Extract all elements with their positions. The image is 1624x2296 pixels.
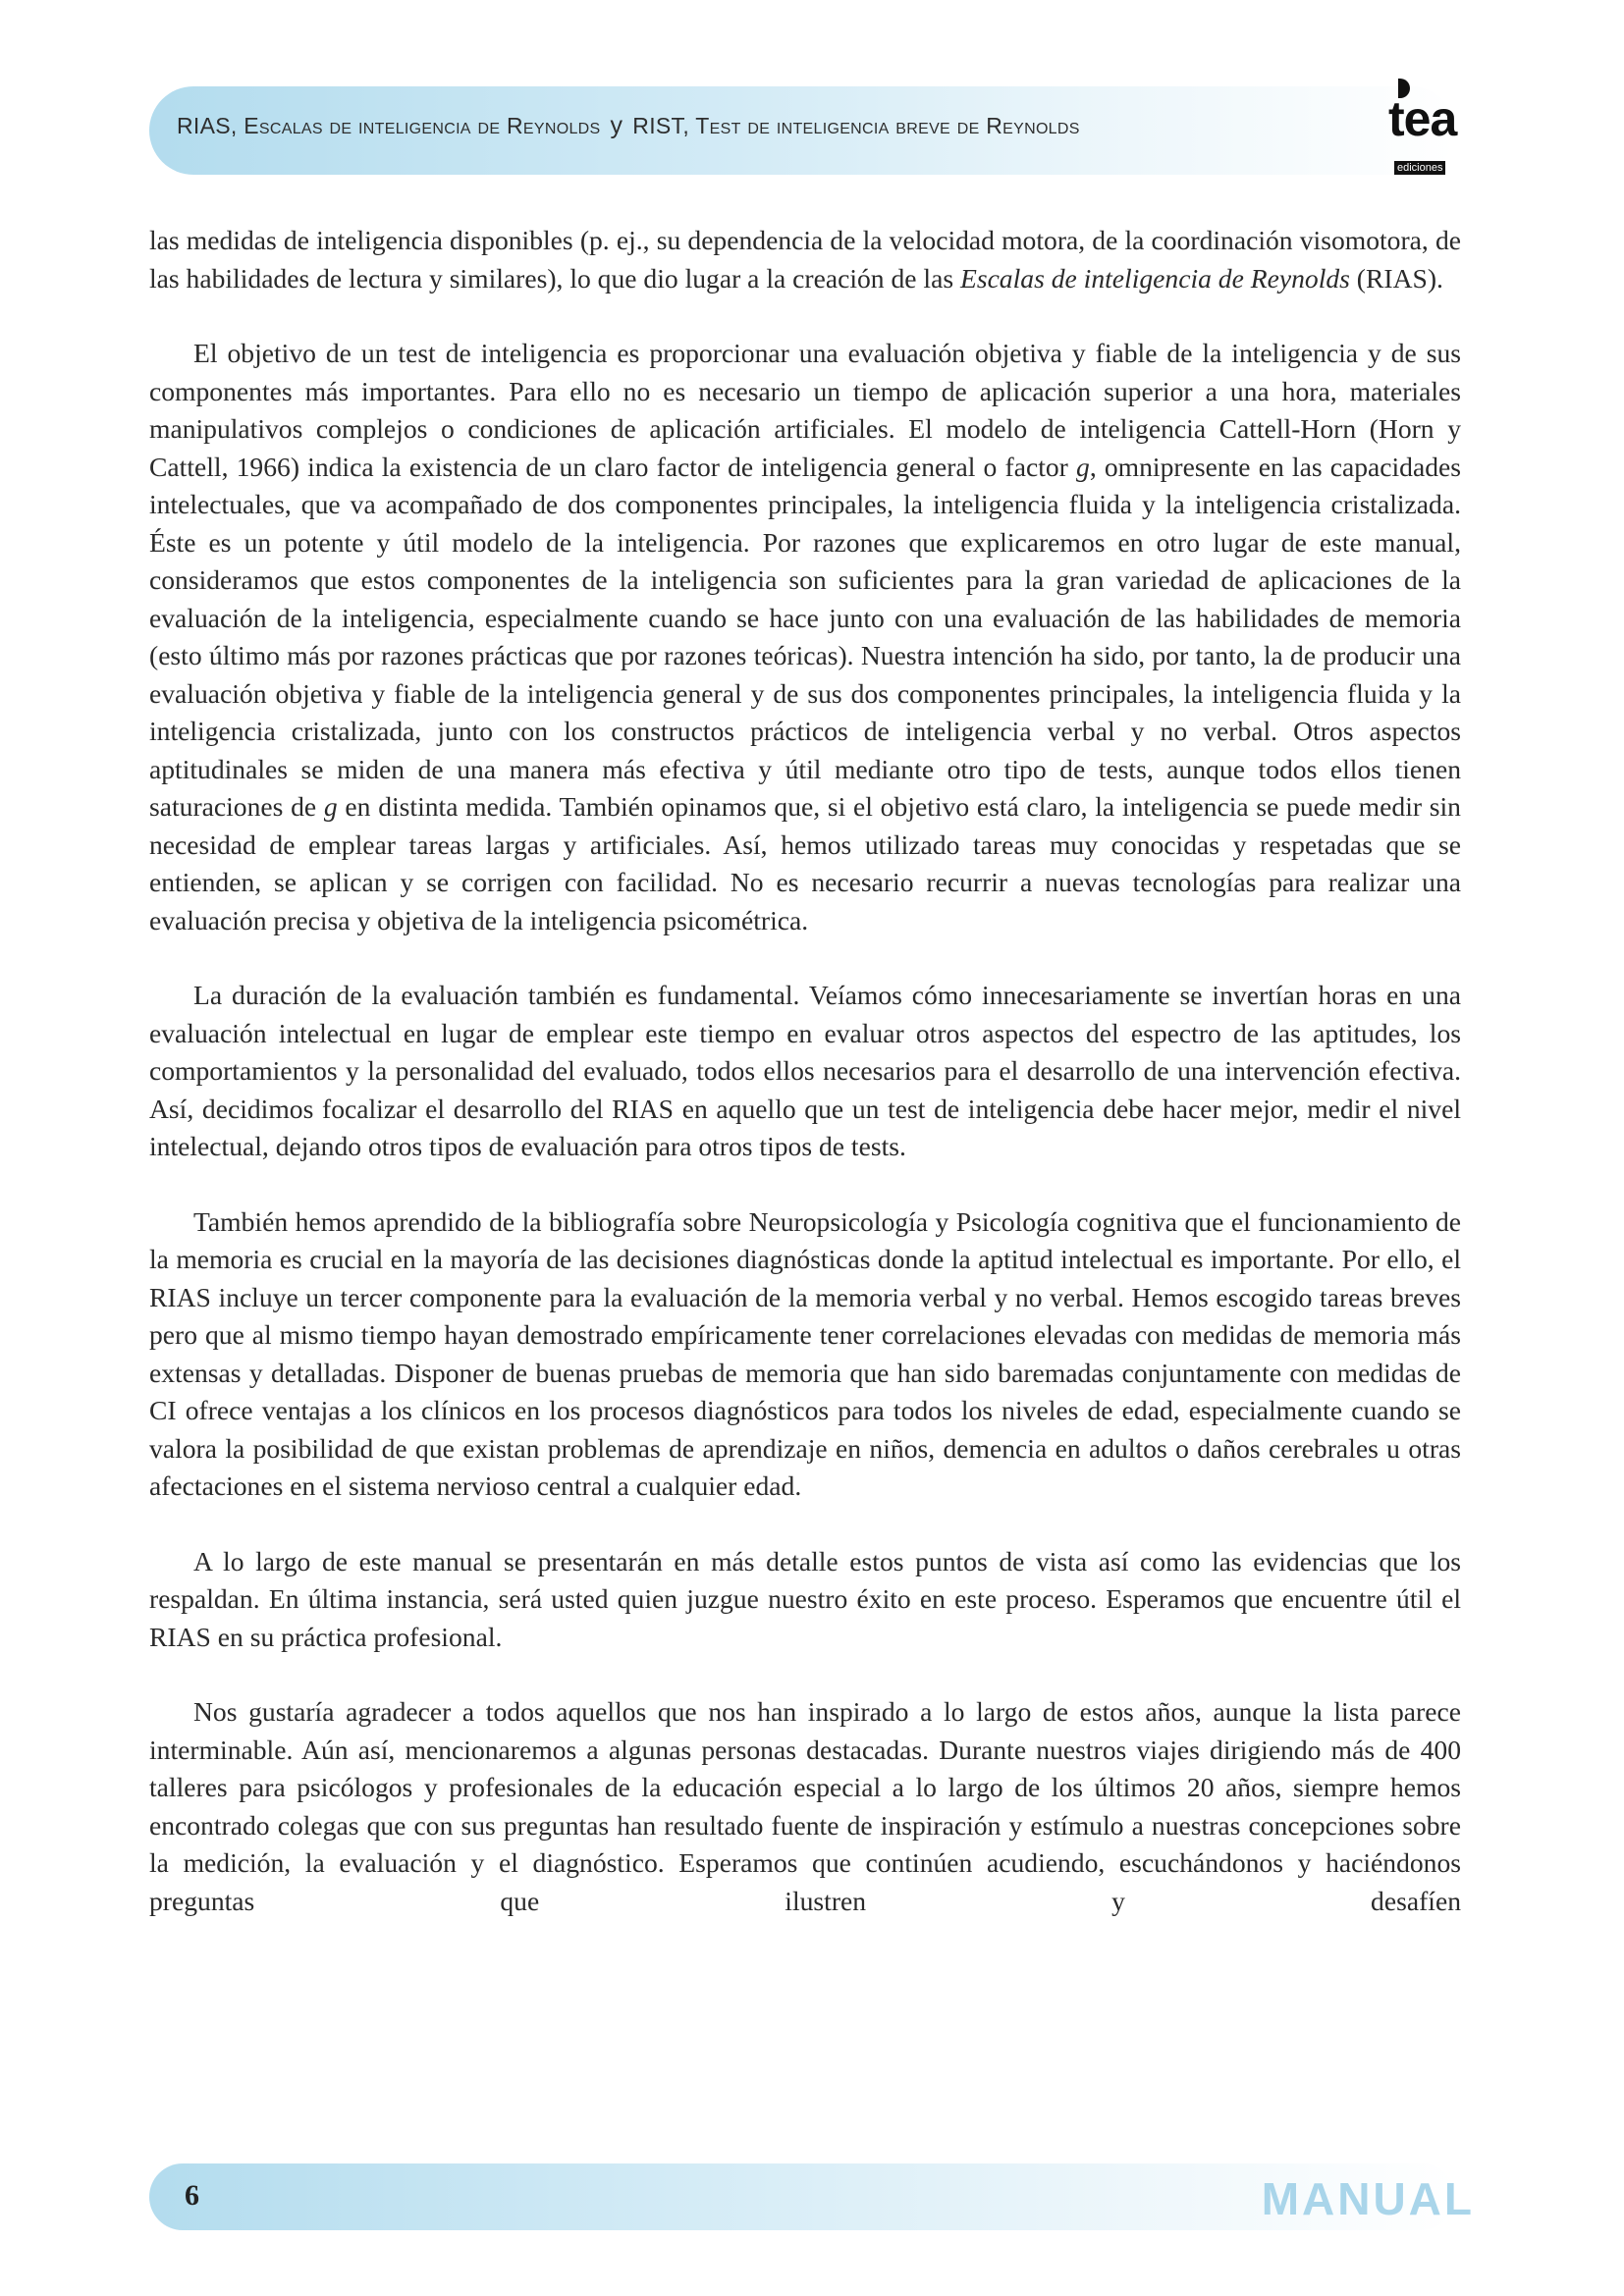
header-title-connector: y [610, 112, 623, 139]
paragraph-3: La duración de la evaluación también es fundamental. Veíamos cómo innecesariamente se invertían horas en una evaluación intelectual en lugar de emplear este tiempo en evaluar otros aspectos del espectro de las aptitudes, los comportamientos y la personalidad del evaluado, todos ellos necesarios para el desarrollo de una intervención efectiva. Así, decidimos focalizar el desarrollo del RIAS en aquello que un test de inteligencia debe hacer mejor, medir el nivel intelectual, dejando otros tipos de evaluación para otros tipos de tests. [149, 980, 1461, 1161]
paragraph-4: También hemos aprendido de la bibliografía sobre Neuropsicología y Psicología cognitiva que el funcionamiento de la memoria es crucial en la mayoría de las decisiones diagnósticas donde la aptitud intelectual es importante. Por ello, el RIAS incluye un tercer componente para la evaluación de la memoria verbal y no verbal. Hemos escogido tareas breves pero que al mismo tiempo hayan demostrado empíricamente tener correlaciones elevadas con medidas de memoria más extensas y detalladas. Disponer de buenas pruebas de memoria que han sido baremadas conjuntamente con medidas de CI ofrece ventajas a los clínicos en los procesos diagnósticos para todos los niveles de edad, especialmente cuando se valora la posibilidad de que existan problemas de aprendizaje en niños, demencia en adultos o daños cerebrales u otras afectaciones en el sistema nervioso central a cualquier edad. [149, 1205, 1461, 1501]
p1-italic-title: Escalas de inteligencia de Reynolds [959, 262, 1350, 294]
p2-text-end: en distinta medida. También opinamos que, si el objetivo está claro, la inteligencia se puede medir sin necesidad de emplear tareas largas y artificiales. Así, hemos utilizado tareas muy conocidas y respetadas que se entienden, se aplican y se corrigen con facilidad. No es necesario recurrir a nuevas tecnologías para realizar una evaluación precisa y objetiva de la inteligencia psicométrica. [149, 791, 1461, 935]
footer-band [149, 2163, 1455, 2230]
p1-text: las medidas de inteligencia disponibles (p. ej., su dependencia de la velocidad motora, de la coordinación visomotora, de las habilidades de lectura y similares), lo que dio lugar a la creación de las [149, 225, 1461, 294]
p2-text: El objetivo de un test de inteligencia es proporcionar una evaluación objetiva y fiable de la inteligencia y de sus componentes más importantes. Para ello no es necesario un tiempo de aplicación superior a una hora, materiales manipulativos complejos o condiciones de aplicación artificiales. El modelo de inteligencia Cattell-Horn (Horn y Cattell, 1966) indica la existencia de un claro factor de inteligencia general o factor [149, 338, 1461, 482]
p2-italic-g2: g [323, 791, 338, 822]
footer-label: MANUAL [1261, 2173, 1475, 2224]
paragraph-1 [149, 222, 1461, 297]
header-title-part2: RIST, Test de inteligencia breve de Reynolds [632, 113, 1080, 138]
paragraph-2 [149, 335, 1461, 939]
p1-text-end: (RIAS). [1349, 262, 1443, 294]
running-header [177, 112, 1355, 140]
p2-italic-g: g [1076, 451, 1090, 482]
paragraph-6: Nos gustaría agradecer a todos aquellos que nos han inspirado a lo largo de estos años, aunque la lista parece interminable. Aún así, mencionaremos a algunas personas destacadas. Durante nuestros viajes dirigiendo más de 400 talleres para psicólogos y profesionales de la educación especial a lo largo de los últimos 20 años, siempre hemos encontrado colegas que con sus preguntas han resultado fuente de inspiración y estímulo a nuestras concepciones sobre la medición, la evaluación y el diagnóstico. Esperamos que continúen acudiendo, escuchándonos y haciéndonos preguntas que ilustren y desafíen [149, 1696, 1461, 1916]
logo-subtext: ediciones [1394, 161, 1445, 175]
p2-text-mid: , omnipresente en las capacidades intelectuales, que va acompañado de dos componentes principales, la inteligencia fluida y la inteligencia cristalizada. Éste es un potente y útil modelo de la inteligencia. Por razones que explicaremos en otro lugar de este manual, consideramos que estos componentes de la inteligencia son suficientes para la gran variedad de aplicaciones de la evaluación de la inteligencia, especialmente cuando se hace junto con una evaluación de las habilidades de memoria (esto último más por razones prácticas que por razones teóricas). Nuestra intención ha sido, por tanto, la de producir una evaluación objetiva y fiable de la inteligencia general y de sus dos componentes principales, la inteligencia fluida y la inteligencia cristalizada, junto con los constructos prácticos de inteligencia verbal y no verbal. Otros aspectos aptitudinales se miden de una manera más efectiva y útil mediante otro tipo de tests, aunque todos ellos tienen saturaciones de [149, 451, 1462, 822]
body-text [149, 222, 1461, 1957]
logo-wordmark: tea [1388, 91, 1457, 146]
tea-logo [1379, 79, 1477, 177]
paragraph-5: A lo largo de este manual se presentarán en más detalle estos puntos de vista así como las evidencias que los respaldan. En última instancia, será usted quien juzgue nuestro éxito en este proceso. Esperamos que encuentre útil el RIAS en su práctica profesional. [149, 1545, 1461, 1652]
page-number: 6 [185, 2179, 199, 2212]
header-title-part1: RIAS, Escalas de inteligencia de Reynolds [177, 113, 601, 138]
